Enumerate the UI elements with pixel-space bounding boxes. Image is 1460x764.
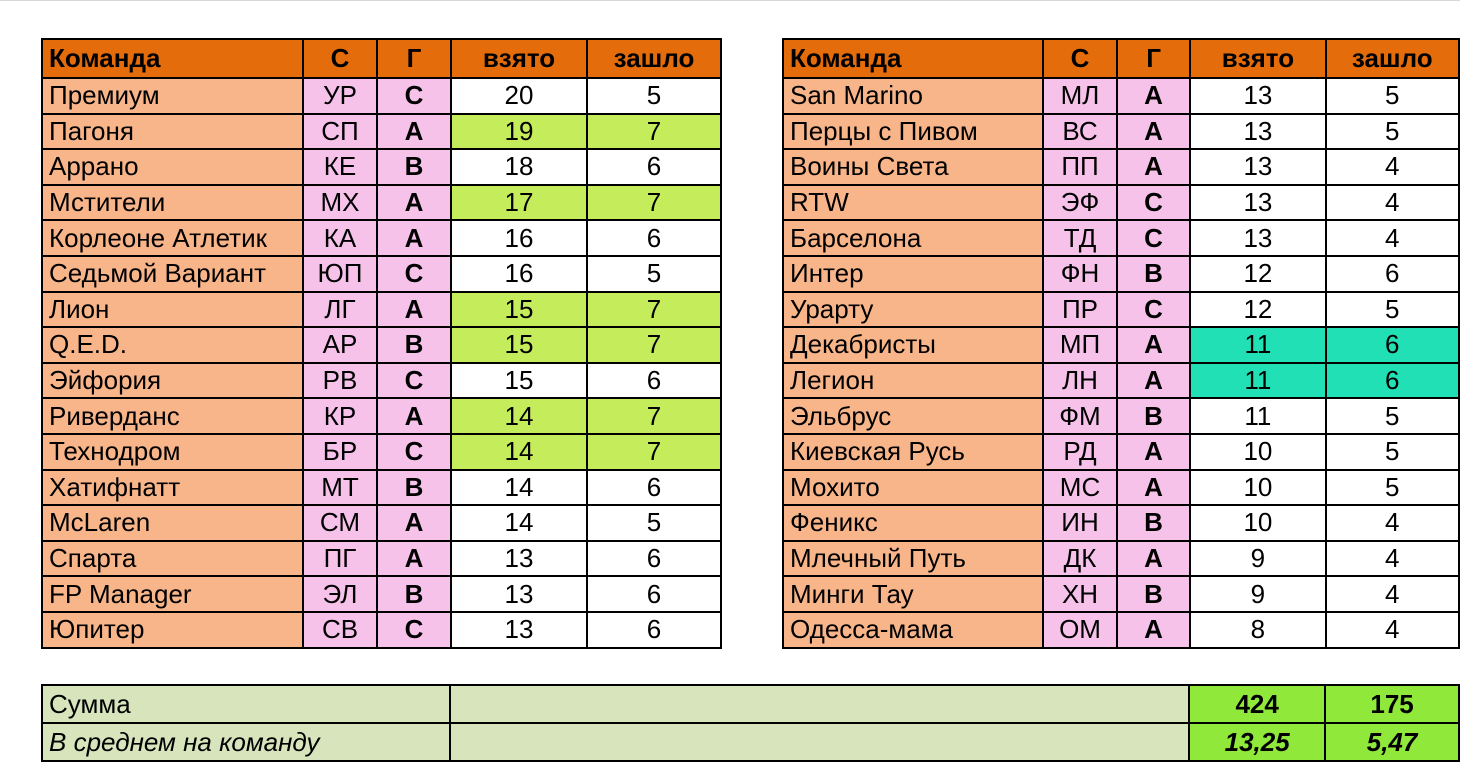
went-cell[interactable]: 4 — [1326, 185, 1459, 221]
team-code-cell[interactable]: МЛ — [1043, 78, 1117, 114]
team-code-cell[interactable]: ТД — [1043, 220, 1117, 256]
team-name-cell[interactable]: Киевская Русь — [783, 434, 1043, 470]
taken-cell[interactable]: 15 — [451, 292, 587, 328]
team-code-cell[interactable]: ПП — [1043, 149, 1117, 185]
team-name-cell[interactable]: Спарта — [42, 541, 303, 577]
table-row — [783, 185, 1459, 221]
went-cell[interactable]: 7 — [587, 327, 721, 363]
went-cell[interactable]: 5 — [587, 505, 721, 541]
header-c[interactable]: С — [303, 39, 377, 78]
table-row — [783, 470, 1459, 506]
team-group-cell[interactable]: А — [377, 185, 451, 221]
went-cell[interactable]: 5 — [1326, 470, 1459, 506]
went-cell[interactable]: 4 — [1326, 612, 1459, 648]
table-row — [42, 612, 721, 648]
went-cell[interactable]: 5 — [1326, 114, 1459, 150]
summary-table — [41, 684, 1460, 762]
went-cell[interactable]: 7 — [587, 114, 721, 150]
taken-cell[interactable]: 12 — [1190, 292, 1325, 328]
team-name-cell[interactable]: Легион — [783, 363, 1043, 399]
team-code-cell[interactable]: АР — [303, 327, 377, 363]
taken-cell[interactable]: 16 — [451, 220, 587, 256]
team-code-cell[interactable]: ЭФ — [1043, 185, 1117, 221]
taken-cell[interactable]: 13 — [1190, 185, 1325, 221]
table-row — [42, 505, 721, 541]
team-code-cell[interactable]: СП — [303, 114, 377, 150]
table-row — [783, 398, 1459, 434]
went-cell[interactable]: 7 — [587, 434, 721, 470]
team-name-cell[interactable]: Воины Света — [783, 149, 1043, 185]
taken-cell[interactable]: 8 — [1190, 612, 1325, 648]
team-name-cell[interactable]: Интер — [783, 256, 1043, 292]
table-row — [42, 220, 721, 256]
right-standings-table — [782, 38, 1460, 649]
went-cell[interactable]: 6 — [587, 470, 721, 506]
team-code-cell[interactable]: МС — [1043, 470, 1117, 506]
team-code-cell[interactable]: МП — [1043, 327, 1117, 363]
taken-cell[interactable]: 18 — [451, 149, 587, 185]
team-code-cell[interactable]: ПГ — [303, 541, 377, 577]
went-cell[interactable]: 6 — [587, 220, 721, 256]
team-code-cell[interactable]: МТ — [303, 470, 377, 506]
table-row — [42, 576, 721, 612]
taken-cell[interactable]: 11 — [1190, 363, 1325, 399]
went-cell[interactable]: 6 — [587, 612, 721, 648]
taken-cell[interactable]: 10 — [1190, 470, 1325, 506]
team-name-cell[interactable]: Декабристы — [783, 327, 1043, 363]
team-code-cell[interactable]: ЭЛ — [303, 576, 377, 612]
team-group-cell[interactable]: В — [1117, 256, 1190, 292]
taken-cell[interactable]: 10 — [1190, 434, 1325, 470]
team-code-cell[interactable]: ВС — [1043, 114, 1117, 150]
team-group-cell[interactable]: В — [1117, 576, 1190, 612]
table-row — [783, 541, 1459, 577]
sum-empty-cell[interactable] — [450, 685, 1190, 723]
taken-cell[interactable]: 19 — [451, 114, 587, 150]
team-code-cell[interactable]: РД — [1043, 434, 1117, 470]
team-name-cell[interactable]: McLaren — [42, 505, 303, 541]
team-code-cell[interactable]: ПР — [1043, 292, 1117, 328]
team-name-cell[interactable]: Урарту — [783, 292, 1043, 328]
team-name-cell[interactable]: Млечный Путь — [783, 541, 1043, 577]
went-cell[interactable]: 4 — [1326, 541, 1459, 577]
team-code-cell[interactable]: ЛН — [1043, 363, 1117, 399]
team-group-cell[interactable]: С — [377, 256, 451, 292]
team-name-cell[interactable]: Пагоня — [42, 114, 303, 150]
taken-cell[interactable]: 10 — [1190, 505, 1325, 541]
table-row — [783, 576, 1459, 612]
taken-cell[interactable]: 13 — [1190, 78, 1325, 114]
average-taken[interactable]: 13,25 — [1189, 723, 1325, 761]
taken-cell[interactable]: 12 — [1190, 256, 1325, 292]
went-cell[interactable]: 5 — [1326, 434, 1459, 470]
team-name-cell[interactable]: San Marino — [783, 78, 1043, 114]
team-code-cell[interactable]: КР — [303, 398, 377, 434]
team-code-cell[interactable]: УР — [303, 78, 377, 114]
went-cell[interactable]: 6 — [587, 541, 721, 577]
table-row — [42, 363, 721, 399]
team-group-cell[interactable]: С — [1117, 292, 1190, 328]
team-group-cell[interactable]: С — [377, 78, 451, 114]
header-row — [42, 39, 721, 78]
team-name-cell[interactable]: Эльбрус — [783, 398, 1043, 434]
team-group-cell[interactable]: А — [1117, 612, 1190, 648]
team-name-cell[interactable]: FP Manager — [42, 576, 303, 612]
header-g[interactable]: Г — [377, 39, 451, 78]
taken-cell[interactable]: 9 — [1190, 541, 1325, 577]
table-row — [783, 434, 1459, 470]
team-code-cell[interactable]: ДК — [1043, 541, 1117, 577]
taken-cell[interactable]: 13 — [1190, 149, 1325, 185]
team-group-cell[interactable]: А — [1117, 114, 1190, 150]
team-group-cell[interactable]: В — [1117, 505, 1190, 541]
team-name-cell[interactable]: Лион — [42, 292, 303, 328]
table-row — [783, 256, 1459, 292]
went-cell[interactable]: 5 — [1326, 398, 1459, 434]
table-row — [783, 505, 1459, 541]
taken-cell[interactable]: 14 — [451, 434, 587, 470]
team-group-cell[interactable]: В — [377, 576, 451, 612]
taken-cell[interactable]: 13 — [451, 541, 587, 577]
went-cell[interactable]: 6 — [1326, 363, 1459, 399]
team-name-cell[interactable]: Мстители — [42, 185, 303, 221]
table-row — [783, 292, 1459, 328]
table-row — [42, 434, 721, 470]
team-group-cell[interactable]: С — [1117, 185, 1190, 221]
went-cell[interactable]: 6 — [1326, 327, 1459, 363]
table-row — [42, 78, 721, 114]
team-name-cell[interactable]: Q.E.D. — [42, 327, 303, 363]
team-name-cell[interactable]: Перцы с Пивом — [783, 114, 1043, 150]
table-row — [783, 612, 1459, 648]
team-group-cell[interactable]: А — [1117, 78, 1190, 114]
header-taken[interactable]: взято — [1190, 39, 1325, 78]
went-cell[interactable]: 4 — [1326, 576, 1459, 612]
team-group-cell[interactable]: С — [377, 363, 451, 399]
went-cell[interactable]: 7 — [587, 292, 721, 328]
average-empty-cell[interactable] — [450, 723, 1190, 761]
team-group-cell[interactable]: А — [377, 541, 451, 577]
went-cell[interactable]: 7 — [587, 185, 721, 221]
team-group-cell[interactable]: А — [1117, 149, 1190, 185]
team-name-cell[interactable]: Мохито — [783, 470, 1043, 506]
team-group-cell[interactable]: А — [1117, 363, 1190, 399]
team-code-cell[interactable]: СВ — [303, 612, 377, 648]
team-name-cell[interactable]: Юпитер — [42, 612, 303, 648]
team-code-cell[interactable]: РВ — [303, 363, 377, 399]
team-code-cell[interactable]: ОМ — [1043, 612, 1117, 648]
header-went[interactable]: зашло — [1326, 39, 1459, 78]
team-code-cell[interactable]: СМ — [303, 505, 377, 541]
taken-cell[interactable]: 11 — [1190, 398, 1325, 434]
team-group-cell[interactable]: А — [377, 398, 451, 434]
table-row — [42, 470, 721, 506]
team-name-cell[interactable]: Хатифнатт — [42, 470, 303, 506]
went-cell[interactable]: 6 — [587, 149, 721, 185]
went-cell[interactable]: 6 — [1326, 256, 1459, 292]
team-code-cell[interactable]: ИН — [1043, 505, 1117, 541]
team-group-cell[interactable]: С — [377, 612, 451, 648]
sum-row — [42, 685, 1459, 723]
header-team[interactable]: Команда — [783, 39, 1043, 78]
team-name-cell[interactable]: Риверданс — [42, 398, 303, 434]
taken-cell[interactable]: 13 — [1190, 220, 1325, 256]
table-row — [783, 114, 1459, 150]
team-group-cell[interactable]: А — [377, 220, 451, 256]
taken-cell[interactable]: 9 — [1190, 576, 1325, 612]
team-code-cell[interactable]: КЕ — [303, 149, 377, 185]
team-code-cell[interactable]: ХН — [1043, 576, 1117, 612]
sum-went[interactable]: 175 — [1325, 685, 1459, 723]
team-group-cell[interactable]: В — [377, 327, 451, 363]
table-row — [42, 541, 721, 577]
team-name-cell[interactable]: Премиум — [42, 78, 303, 114]
taken-cell[interactable]: 15 — [451, 327, 587, 363]
team-code-cell[interactable]: КА — [303, 220, 377, 256]
team-group-cell[interactable]: С — [1117, 220, 1190, 256]
team-name-cell[interactable]: Седьмой Вариант — [42, 256, 303, 292]
team-group-cell[interactable]: А — [377, 292, 451, 328]
team-name-cell[interactable]: Аррано — [42, 149, 303, 185]
taken-cell[interactable]: 15 — [451, 363, 587, 399]
header-g[interactable]: Г — [1117, 39, 1190, 78]
team-group-cell[interactable]: А — [1117, 327, 1190, 363]
went-cell[interactable]: 4 — [1326, 149, 1459, 185]
taken-cell[interactable]: 11 — [1190, 327, 1325, 363]
team-name-cell[interactable]: RTW — [783, 185, 1043, 221]
team-name-cell[interactable]: Барселона — [783, 220, 1043, 256]
went-cell[interactable]: 5 — [1326, 78, 1459, 114]
table-row — [42, 398, 721, 434]
team-code-cell[interactable]: МХ — [303, 185, 377, 221]
sum-taken[interactable]: 424 — [1189, 685, 1325, 723]
taken-cell[interactable]: 13 — [451, 612, 587, 648]
taken-cell[interactable]: 13 — [451, 576, 587, 612]
header-row — [783, 39, 1459, 78]
team-name-cell[interactable]: Одесса-мама — [783, 612, 1043, 648]
table-row — [42, 185, 721, 221]
table-row — [42, 149, 721, 185]
team-name-cell[interactable]: Корлеоне Атлетик — [42, 220, 303, 256]
average-label[interactable]: В среднем на команду — [42, 723, 450, 761]
left-standings-table — [41, 38, 722, 649]
team-group-cell[interactable]: А — [377, 114, 451, 150]
average-row — [42, 723, 1459, 761]
team-group-cell[interactable]: В — [1117, 398, 1190, 434]
went-cell[interactable]: 7 — [587, 398, 721, 434]
taken-cell[interactable]: 16 — [451, 256, 587, 292]
table-row — [42, 256, 721, 292]
team-group-cell[interactable]: А — [1117, 470, 1190, 506]
team-group-cell[interactable]: С — [377, 434, 451, 470]
average-went[interactable]: 5,47 — [1325, 723, 1459, 761]
table-row — [783, 363, 1459, 399]
team-group-cell[interactable]: А — [377, 505, 451, 541]
taken-cell[interactable]: 17 — [451, 185, 587, 221]
team-group-cell[interactable]: В — [377, 149, 451, 185]
team-group-cell[interactable]: А — [1117, 541, 1190, 577]
taken-cell[interactable]: 13 — [1190, 114, 1325, 150]
team-name-cell[interactable]: Технодром — [42, 434, 303, 470]
went-cell[interactable]: 6 — [587, 363, 721, 399]
table-row — [42, 292, 721, 328]
team-group-cell[interactable]: А — [1117, 434, 1190, 470]
table-row — [783, 149, 1459, 185]
team-name-cell[interactable]: Феникс — [783, 505, 1043, 541]
sum-label[interactable]: Сумма — [42, 685, 450, 723]
went-cell[interactable]: 5 — [1326, 292, 1459, 328]
team-code-cell[interactable]: БР — [303, 434, 377, 470]
team-group-cell[interactable]: В — [377, 470, 451, 506]
team-code-cell[interactable]: ЛГ — [303, 292, 377, 328]
team-name-cell[interactable]: Минги Тау — [783, 576, 1043, 612]
header-went[interactable]: зашло — [587, 39, 721, 78]
went-cell[interactable]: 5 — [587, 78, 721, 114]
header-team[interactable]: Команда — [42, 39, 303, 78]
taken-cell[interactable]: 14 — [451, 398, 587, 434]
went-cell[interactable]: 4 — [1326, 505, 1459, 541]
went-cell[interactable]: 6 — [587, 576, 721, 612]
header-taken[interactable]: взято — [451, 39, 587, 78]
table-row — [783, 327, 1459, 363]
table-row — [783, 220, 1459, 256]
team-code-cell[interactable]: ЮП — [303, 256, 377, 292]
team-name-cell[interactable]: Эйфория — [42, 363, 303, 399]
went-cell[interactable]: 5 — [587, 256, 721, 292]
taken-cell[interactable]: 14 — [451, 470, 587, 506]
team-code-cell[interactable]: ФМ — [1043, 398, 1117, 434]
table-row — [783, 78, 1459, 114]
went-cell[interactable]: 4 — [1326, 220, 1459, 256]
taken-cell[interactable]: 20 — [451, 78, 587, 114]
header-c[interactable]: С — [1043, 39, 1117, 78]
team-code-cell[interactable]: ФН — [1043, 256, 1117, 292]
taken-cell[interactable]: 14 — [451, 505, 587, 541]
table-row — [42, 327, 721, 363]
table-row — [42, 114, 721, 150]
